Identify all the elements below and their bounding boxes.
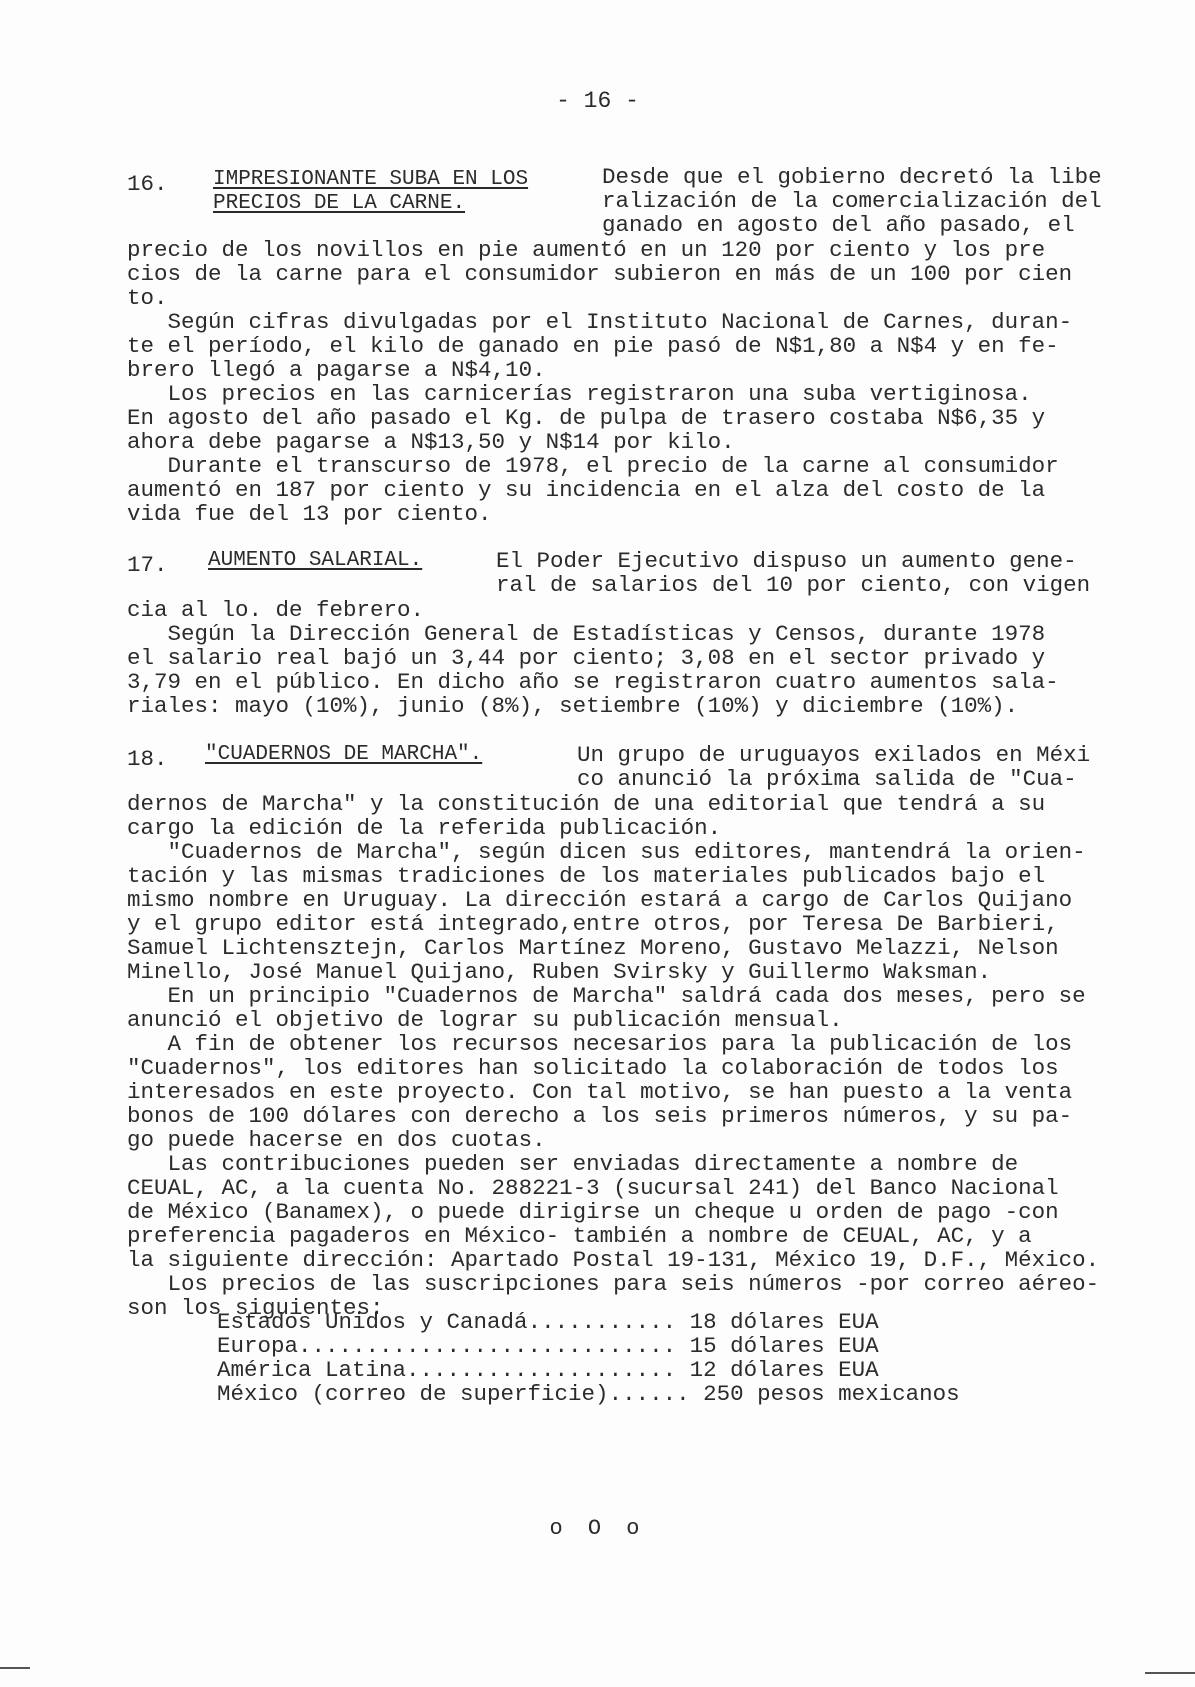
section-17-number: 17.: [127, 552, 168, 578]
price-value: 12 dólares EUA: [689, 1357, 879, 1383]
price-region: México (correo de superficie): [217, 1381, 609, 1407]
section-16-body-line: Durante el transcurso de 1978, el precio de la carne al consumidor: [127, 453, 1059, 479]
scan-edge-mark-left: [0, 1667, 30, 1669]
scan-edge-mark-right: [1145, 1672, 1195, 1674]
page-number: - 16 -: [556, 88, 639, 114]
price-row: [217, 1382, 960, 1406]
section-18-body-line: Samuel Lichtensztejn, Carlos Martínez Moreno, Gustavo Melazzi, Nelson: [127, 935, 1059, 961]
section-18-body-line: bonos de 100 dólares con derecho a los seis primeros números, y su pa-: [127, 1103, 1073, 1129]
section-18-body-line: CEUAL, AC, a la cuenta No. 288221-3 (sucursal 241) del Banco Nacional: [127, 1175, 1059, 1201]
price-region: América Latina: [217, 1357, 407, 1383]
section-17-lead-line: ral de salarios del 10 por ciento, con vigen: [496, 572, 1091, 598]
section-18-body-line: preferencia pagaderos en México- también a nombre de CEUAL, AC, y a: [127, 1223, 1032, 1249]
section-18-body-line: dernos de Marcha" y la constitución de una editorial que tendrá a su: [127, 791, 1046, 817]
subscription-price-table: [217, 1310, 960, 1406]
section-18-body-line: de México (Banamex), o puede dirigirse un cheque u orden de pago -con: [127, 1199, 1059, 1225]
price-value: 15 dólares EUA: [689, 1333, 879, 1359]
section-16-lead-line: Desde que el gobierno decretó la libe: [602, 164, 1102, 190]
section-17-body-line: cia al lo. de febrero.: [127, 597, 425, 623]
section-17-body-line: Según la Dirección General de Estadísticas y Censos, durante 1978: [127, 621, 1046, 647]
section-16-body-line: ahora debe pagarse a N$13,50 y N$14 por kilo.: [127, 429, 735, 455]
section-17-lead-line: El Poder Ejecutivo dispuso un aumento gene-: [496, 548, 1077, 574]
price-leader: ....................: [406, 1357, 677, 1383]
section-16-body-line: precio de los novillos en pie aumentó en un 120 por ciento y los pre: [127, 237, 1046, 263]
price-leader: ...........: [527, 1309, 677, 1335]
section-16-body-line: En agosto del año pasado el Kg. de pulpa de trasero costaba N$6,35 y: [127, 405, 1046, 431]
section-18-body-line: Los precios de las suscripciones para seis números -por correo aéreo-: [127, 1271, 1100, 1297]
section-16-title-line-1: IMPRESIONANTE SUBA EN LOS: [213, 168, 529, 191]
section-16-number: 16.: [127, 171, 168, 197]
price-row: [217, 1334, 960, 1358]
section-18-body-line: A fin de obtener los recursos necesarios para la publicación de los: [127, 1031, 1073, 1057]
section-18-body-line: "Cuadernos de Marcha", según dicen sus editores, mantendrá la orien-: [127, 839, 1086, 865]
price-value: 250 pesos mexicanos: [703, 1381, 960, 1407]
price-row: [217, 1310, 960, 1334]
section-16-body-line: Según cifras divulgadas por el Instituto Nacional de Carnes, duran-: [127, 309, 1073, 335]
section-17-body-line: riales: mayo (10%), junio (8%), setiembre (10%) y diciembre (10%).: [127, 693, 1019, 719]
section-18-title: "CUADERNOS DE MARCHA".: [205, 743, 483, 766]
section-18-body-line: la siguiente dirección: Apartado Postal 19-131, México 19, D.F., México.: [127, 1247, 1100, 1273]
section-18-body-line: y el grupo editor está integrado,entre otros, por Teresa De Barbieri,: [127, 911, 1059, 937]
section-16-body-line: vida fue del 13 por ciento.: [127, 501, 492, 527]
price-region: Europa: [217, 1333, 299, 1359]
price-row: [217, 1358, 960, 1382]
section-18-body-line: mismo nombre en Uruguay. La dirección estará a cargo de Carlos Quijano: [127, 887, 1073, 913]
section-16-lead-line: ralización de la comercialización del: [602, 188, 1102, 214]
section-16-body-line: Los precios en las carnicerías registraron una suba vertiginosa.: [127, 381, 1032, 407]
end-mark: o O o: [549, 1516, 646, 1541]
section-16-body-line: brero llegó a pagarse a N$4,10.: [127, 357, 546, 383]
section-18-body-line: son los siguientes:: [127, 1295, 384, 1321]
section-18-body-line: En un principio "Cuadernos de Marcha" saldrá cada dos meses, pero se: [127, 983, 1086, 1009]
section-18-body-line: "Cuadernos", los editores han solicitado la colaboración de todos los: [127, 1055, 1059, 1081]
section-18-body-line: anunció el objetivo de lograr su publicación mensual.: [127, 1007, 843, 1033]
price-leader: ............................: [298, 1333, 677, 1359]
section-18-body-line: Minello, José Manuel Quijano, Ruben Svirsky y Guillermo Waksman.: [127, 959, 992, 985]
section-16-title-line-2: PRECIOS DE LA CARNE.: [213, 192, 466, 215]
section-16-lead-line: ganado en agosto del año pasado, el: [602, 212, 1075, 238]
section-16-body-line: te el período, el kilo de ganado en pie pasó de N$1,80 a N$4 y en fe-: [127, 333, 1059, 359]
section-16-body-line: cios de la carne para el consumidor subieron en más de un 100 por cien: [127, 261, 1073, 287]
section-17-body-line: el salario real bajó un 3,44 por ciento; 3,08 en el sector privado y: [127, 645, 1046, 671]
section-17-body-line: 3,79 en el público. En dicho año se registraron cuatro aumentos sala-: [127, 669, 1059, 695]
section-18-lead-line: Un grupo de uruguayos exilados en Méxi: [577, 742, 1091, 768]
price-leader: ......: [608, 1381, 690, 1407]
section-18-number: 18.: [127, 746, 168, 772]
section-18-body-line: tación y las mismas tradiciones de los materiales publicados bajo el: [127, 863, 1046, 889]
price-region: Estados Unidos y Canadá: [217, 1309, 528, 1335]
section-17-title: AUMENTO SALARIAL.: [208, 549, 423, 572]
section-18-body-line: Las contribuciones pueden ser enviadas directamente a nombre de: [127, 1151, 1019, 1177]
section-18-lead-line: co anunció la próxima salida de "Cua-: [577, 766, 1077, 792]
section-18-body-line: cargo la edición de la referida publicación.: [127, 815, 722, 841]
price-value: 18 dólares EUA: [689, 1309, 879, 1335]
section-16-body-line: to.: [127, 285, 168, 311]
section-18-body-line: go puede hacerse en dos cuotas.: [127, 1127, 546, 1153]
section-18-body-line: interesados en este proyecto. Con tal motivo, se han puesto a la venta: [127, 1079, 1073, 1105]
section-16-body-line: aumentó en 187 por ciento y su incidencia en el alza del costo de la: [127, 477, 1046, 503]
